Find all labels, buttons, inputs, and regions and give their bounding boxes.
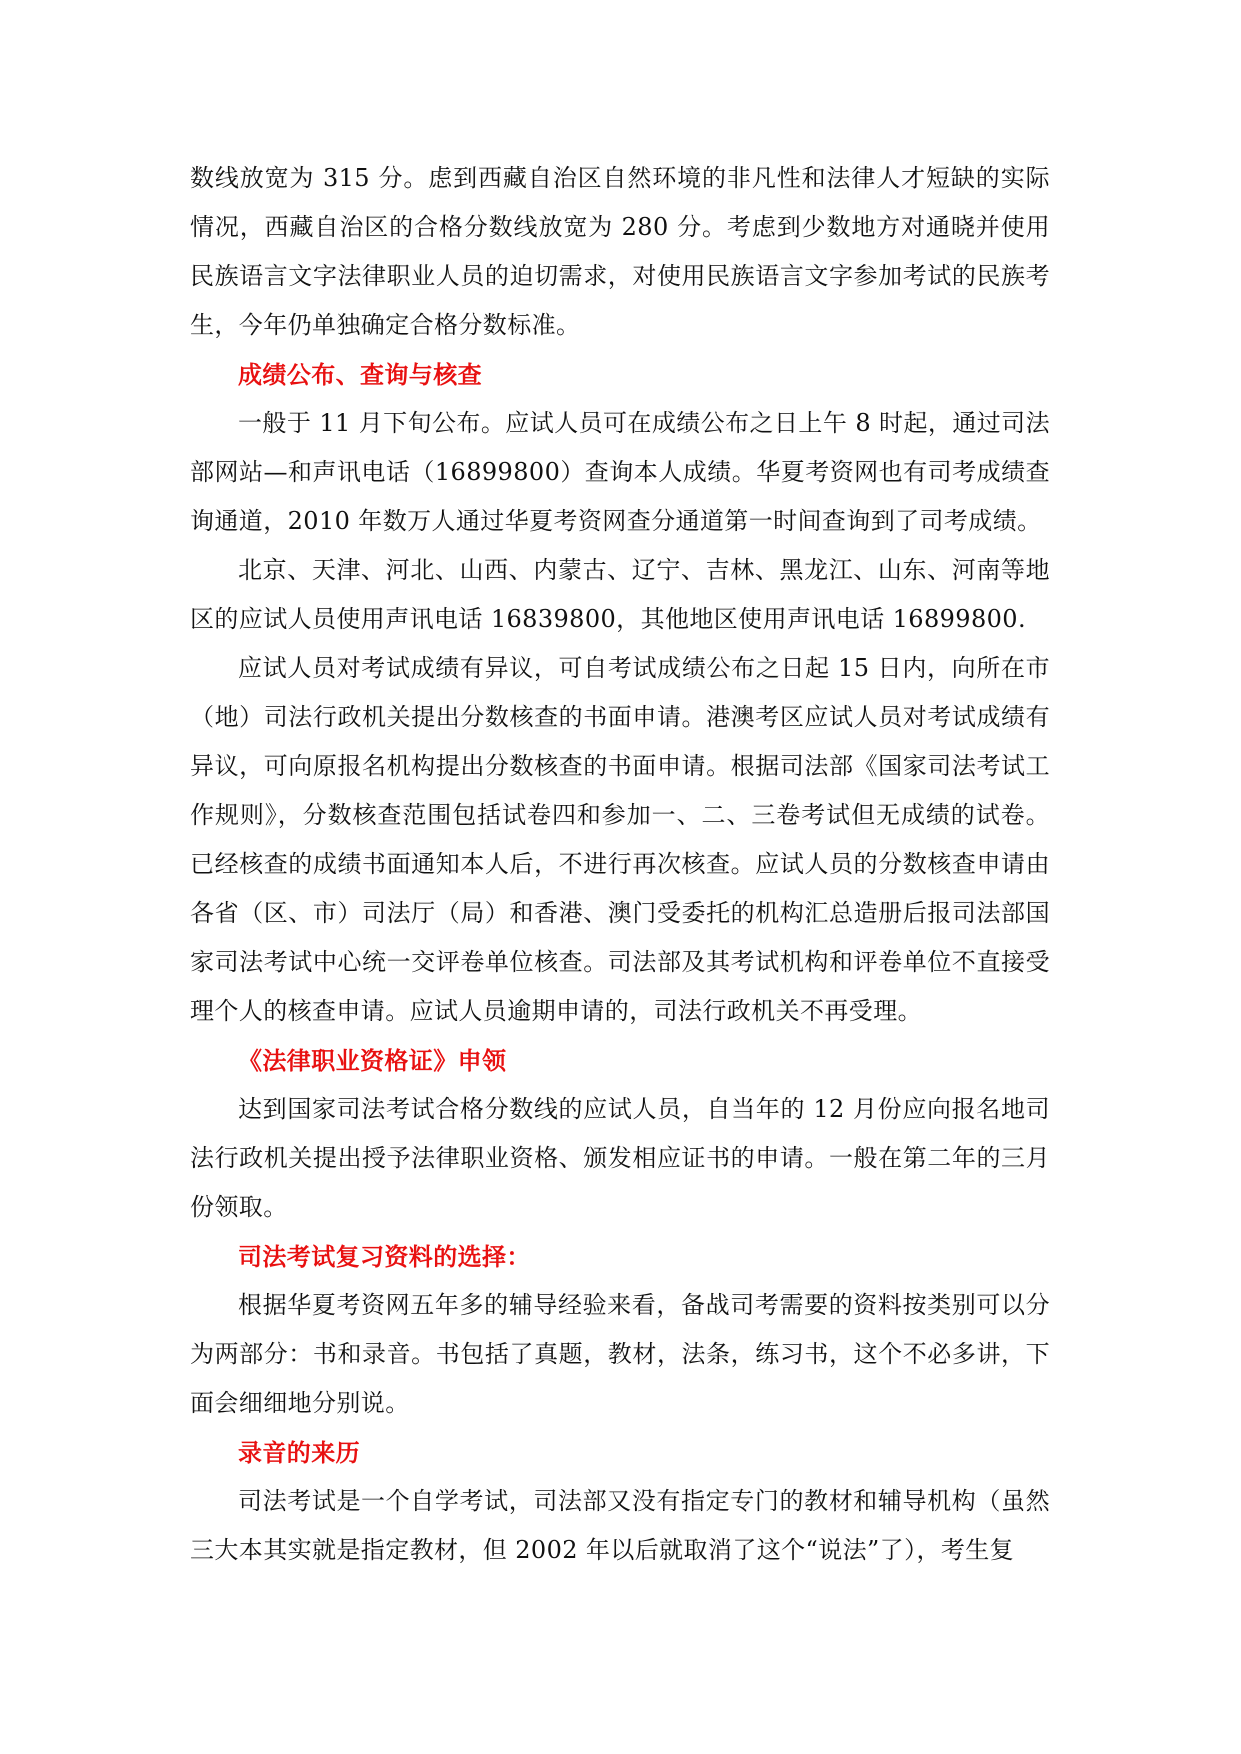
paragraph-materials: 根据华夏考资网五年多的辅导经验来看，备战司考需要的资料按类别可以分为两部分：书和录音。书包括了真题，教材，法条，练习书，这个不必多讲，下面会细细地分别说。 bbox=[190, 1291, 1050, 1417]
paragraph-certificate: 达到国家司法考试合格分数线的应试人员，自当年的 12 月份应向报名地司法行政机关提出授予法律职业资格、颁发相应证书的申请。一般在第二年的三月份领取。 bbox=[190, 1095, 1050, 1221]
heading-certificate: 《法律职业资格证》申领 bbox=[238, 1046, 507, 1075]
paragraph-recordings: 司法考试是一个自学考试，司法部又没有指定专门的教材和辅导机构（虽然三大本其实就是指定教材，但 2002 年以后就取消了这个“说法”了），考生复 bbox=[190, 1487, 1050, 1564]
paragraph-score-lines: 数线放宽为 315 分。虑到西藏自治区自然环境的非凡性和法律人才短缺的实际情况，西藏自治区的合格分数线放宽为 280 分。考虑到少数地方对通晓并使用民族语言文字法律职业人员的迫切需求，对使用民族语言文字参加考试的民族考生，今年仍单独确定合格分数标准。 bbox=[190, 164, 1050, 339]
heading-recordings: 录音的来历 bbox=[238, 1438, 360, 1467]
paragraph-score-review: 应试人员对考试成绩有异议，可自考试成绩公布之日起 15 日内，向所在市（地）司法行政机关提出分数核查的书面申请。港澳考区应试人员对考试成绩有异议，可向原报名机构提出分数核查的书面申请。根据司法部《国家司法考试工作规则》，分数核查范围包括试卷四和参加一、二、三卷考试但无成绩的试卷。已经核查的成绩书面通知本人后，不进行再次核查。应试人员的分数核查申请由各省（区、市）司法厅（局）和香港、澳门受委托的机构汇总造册后报司法部国家司法考试中心统一交评卷单位核查。司法部及其考试机构和评卷单位不直接受理个人的核查申请。应试人员逾期申请的，司法行政机关不再受理。 bbox=[190, 654, 1050, 1025]
heading-materials: 司法考试复习资料的选择： bbox=[238, 1242, 531, 1271]
document-body bbox=[190, 154, 1050, 1575]
paragraph-hotline-regions: 北京、天津、河北、山西、内蒙古、辽宁、吉林、黑龙江、山东、河南等地区的应试人员使用声讯电话 16839800，其他地区使用声讯电话 16899800. bbox=[190, 556, 1050, 633]
paragraph-release-time: 一般于 11 月下旬公布。应试人员可在成绩公布之日上午 8 时起，通过司法部网站—和声讯电话（16899800）查询本人成绩。华夏考资网也有司考成绩查询通道，2010 年数万人通过华夏考资网查分通道第一时间查询到了司考成绩。 bbox=[190, 409, 1050, 535]
heading-score-release: 成绩公布、查询与核查 bbox=[238, 360, 482, 389]
